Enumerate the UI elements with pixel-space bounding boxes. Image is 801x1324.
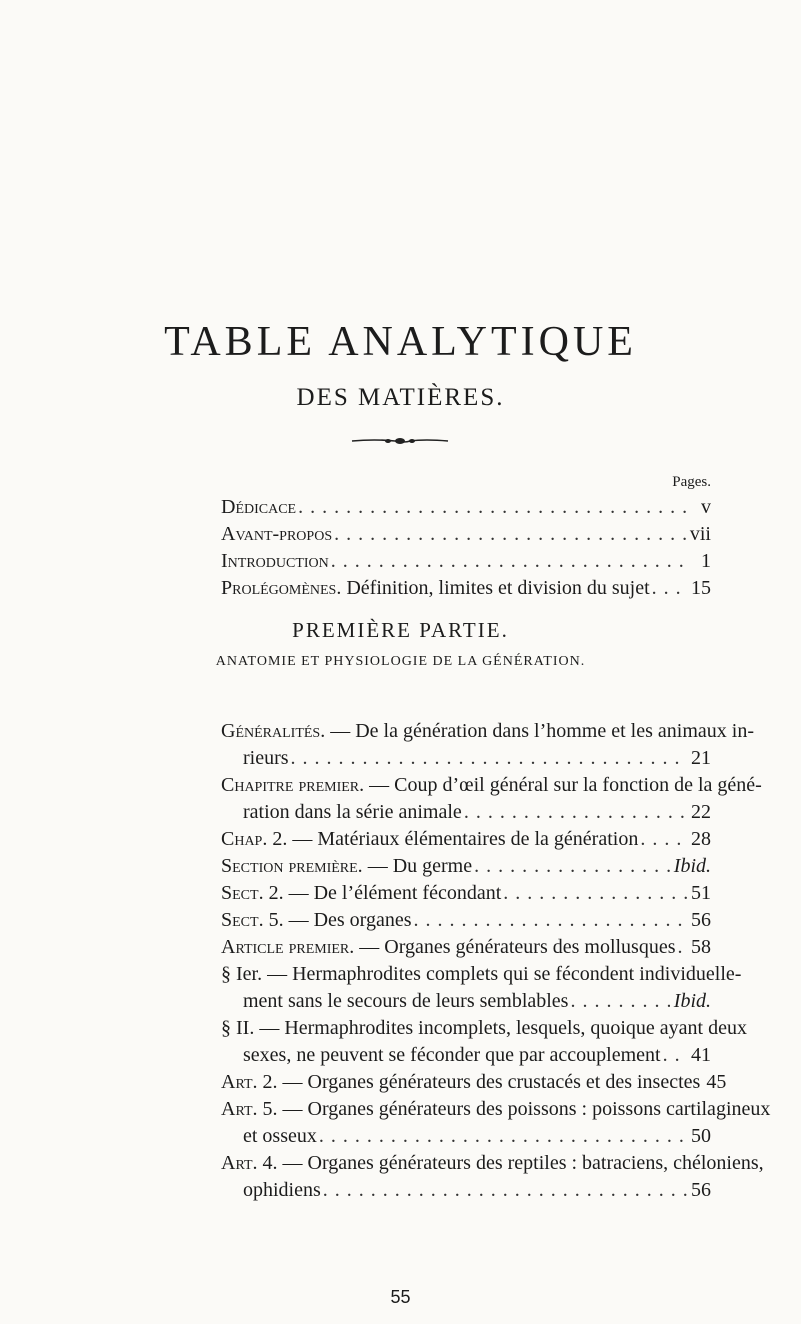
dot-leader bbox=[503, 882, 687, 905]
entry-page: 56 bbox=[691, 909, 711, 931]
entry-text: — De la génération dans l’homme et les animaux in- bbox=[325, 720, 754, 742]
entry-text: — Hermaphrodites incomplets, lesquels, quoique ayant deux bbox=[254, 1017, 747, 1039]
toc-entry-line bbox=[221, 1152, 764, 1179]
front-matter-list bbox=[221, 496, 711, 604]
entry-label bbox=[221, 828, 640, 851]
toc-entry bbox=[221, 747, 711, 774]
entry-head: Art. 5. bbox=[221, 1098, 278, 1120]
entry-label bbox=[221, 1071, 702, 1094]
dot-leader bbox=[464, 801, 687, 824]
entry-head: § Ier. bbox=[221, 963, 263, 985]
dot-leader bbox=[570, 990, 669, 1013]
entry-page: 28 bbox=[691, 828, 711, 850]
entry-label: sexes, ne peuvent se féconder que par accouplement bbox=[243, 1044, 661, 1066]
toc-entry bbox=[221, 801, 711, 828]
toc-entry-line bbox=[221, 963, 742, 990]
toc-entry-line bbox=[221, 1098, 771, 1125]
entry-label bbox=[221, 909, 414, 932]
entry-head: § II. bbox=[221, 1017, 255, 1039]
entry-page: 1 bbox=[701, 550, 711, 572]
entry-page: vii bbox=[689, 523, 711, 545]
entry-text: — Matériaux élémentaires de la génération bbox=[287, 828, 639, 850]
entry-label: ment sans le secours de leurs semblables bbox=[243, 990, 569, 1012]
toc-entry bbox=[221, 577, 711, 604]
toc-entry bbox=[221, 990, 711, 1017]
dot-leader bbox=[291, 747, 687, 770]
toc-entry bbox=[221, 1125, 711, 1152]
entry-label bbox=[221, 577, 652, 600]
page-title: TABLE ANALYTIQUE bbox=[164, 319, 637, 365]
entry-page: 50 bbox=[691, 1125, 711, 1147]
entry-head: Article premier. bbox=[221, 936, 355, 958]
toc-entry bbox=[221, 882, 711, 909]
dot-leader bbox=[652, 577, 687, 600]
toc-list bbox=[221, 720, 771, 1206]
toc-entry bbox=[221, 909, 711, 936]
toc-entry-line bbox=[221, 1017, 747, 1044]
dot-leader bbox=[678, 936, 687, 959]
entry-text: Définition, limites et division du sujet bbox=[341, 577, 650, 599]
entry-page: 45 bbox=[706, 1071, 727, 1093]
entry-text: — Organes générateurs des poissons : poissons cartilagineux bbox=[277, 1098, 771, 1120]
entry-text: — Coup d’œil général sur la fonction de la géné- bbox=[364, 774, 762, 796]
entry-page: 58 bbox=[691, 936, 711, 958]
page-subtitle: DES MATIÈRES. bbox=[296, 384, 505, 411]
entry-text: — De l’élément fécondant bbox=[283, 882, 502, 904]
entry-label: Avant-propos bbox=[221, 523, 333, 545]
entry-page: Ibid. bbox=[673, 855, 711, 877]
dot-leader bbox=[331, 550, 689, 573]
entry-page: 21 bbox=[691, 747, 711, 769]
dot-leader bbox=[663, 1044, 687, 1067]
ornament-divider bbox=[350, 435, 450, 447]
entry-text: — Organes générateurs des mollusques bbox=[354, 936, 676, 958]
dot-leader bbox=[474, 855, 670, 878]
entry-head: Sect. 2. bbox=[221, 882, 284, 904]
entry-page: v bbox=[701, 496, 711, 518]
entry-head: Art. 4. bbox=[221, 1152, 278, 1174]
entry-page: Ibid. bbox=[673, 990, 711, 1012]
entry-page: 22 bbox=[691, 801, 711, 823]
entry-page: 51 bbox=[691, 882, 711, 904]
entry-text: — Organes générateurs des crustacés et des insectes bbox=[277, 1071, 701, 1093]
page-number: 55 bbox=[390, 1287, 411, 1307]
entry-head: Sect. 5. bbox=[221, 909, 284, 931]
entry-page: 56 bbox=[691, 1179, 711, 1201]
entry-text: — Organes générateurs des reptiles : batraciens, chéloniens, bbox=[277, 1152, 764, 1174]
toc-entry-line bbox=[221, 774, 762, 801]
toc-entry bbox=[221, 1071, 727, 1098]
toc-entry-line bbox=[221, 720, 754, 747]
toc-entry bbox=[221, 1044, 711, 1071]
toc-entry bbox=[221, 828, 711, 855]
entry-head: Prolégomènes. bbox=[221, 577, 342, 599]
entry-label bbox=[221, 936, 678, 959]
toc-entry bbox=[221, 936, 711, 963]
toc-entry bbox=[221, 496, 711, 523]
entry-head: Art. 2. bbox=[221, 1071, 278, 1093]
entry-label: et osseux bbox=[243, 1125, 317, 1147]
dot-leader bbox=[319, 1125, 687, 1148]
part-heading: PREMIÈRE PARTIE. bbox=[292, 618, 509, 642]
dot-leader bbox=[640, 828, 687, 851]
toc-entry bbox=[221, 550, 711, 577]
entry-label: ration dans la série animale bbox=[243, 801, 462, 823]
entry-head: Généralités. bbox=[221, 720, 326, 742]
entry-label bbox=[221, 882, 503, 905]
entry-label: rieurs bbox=[243, 747, 289, 769]
dot-leader bbox=[334, 523, 686, 546]
entry-label: ophidiens bbox=[243, 1179, 321, 1201]
dot-leader bbox=[323, 1179, 687, 1202]
entry-label bbox=[221, 855, 474, 878]
toc-entry bbox=[221, 523, 711, 550]
pages-column-header: Pages. bbox=[672, 474, 711, 490]
dot-leader bbox=[414, 909, 687, 932]
entry-head: Chap. 2. bbox=[221, 828, 288, 850]
part-subheading: ANATOMIE ET PHYSIOLOGIE DE LA GÉNÉRATION. bbox=[215, 654, 586, 669]
entry-page: 15 bbox=[691, 577, 711, 599]
entry-head: Chapitre premier. bbox=[221, 774, 365, 796]
entry-text: — Du germe bbox=[362, 855, 473, 877]
entry-label: Dédicace bbox=[221, 496, 297, 518]
entry-text: — Hermaphrodites complets qui se fécondent individuelle- bbox=[262, 963, 742, 985]
entry-head: Section première. bbox=[221, 855, 363, 877]
entry-label: Introduction bbox=[221, 550, 329, 572]
entry-text: — Des organes bbox=[283, 909, 412, 931]
toc-entry bbox=[221, 1179, 711, 1206]
entry-page: 41 bbox=[691, 1044, 711, 1066]
dot-leader bbox=[298, 496, 689, 519]
toc-entry bbox=[221, 855, 711, 882]
